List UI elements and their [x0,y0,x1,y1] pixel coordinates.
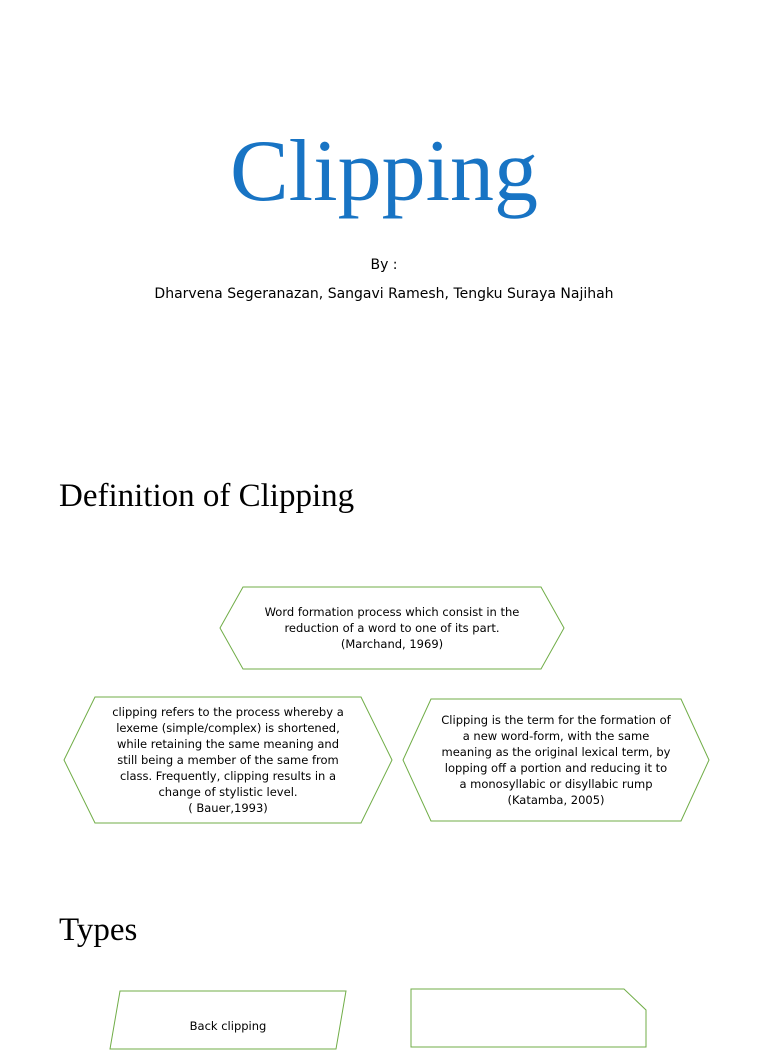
definition-citation: (Katamba, 2005) [507,793,605,807]
definition-box-bauer [63,696,393,824]
title-slide [0,0,768,420]
definition-box-marchand [219,586,565,670]
authors: Dharvena Segeranazan, Sangavi Ramesh, Tengku Suraya Najihah [154,286,614,302]
definition-text: clipping refers to the process whereby a lexeme (simple/complex) is shortened, while retaining the same meaning and still being a member of the same from class. Frequently, clipping results in a change of stylistic level. [112,705,344,799]
definition-box-katamba [402,698,710,822]
type-label: Back clipping [189,1019,267,1033]
main-title: Clipping [229,123,539,220]
types-title: Types [59,912,138,948]
definition-text: Word formation process which consist in the reduction of a word to one of its part. [264,605,520,635]
type-box-back-clipping [108,990,348,1050]
by-label: By : [370,257,398,273]
definition-slide [0,420,768,880]
definition-citation: ( Bauer,1993) [188,801,268,815]
type-box [410,988,648,1048]
definition-citation: (Marchand, 1969) [340,637,444,651]
types-slide [0,880,768,1033]
definition-text: Clipping is the term for the formation of a new word-form, with the same meaning as the original lexical term, by lopping off a portion and reducing it to a monosyllabic or disyllabic rump [441,713,671,791]
definition-title: Definition of Clipping [59,478,355,514]
